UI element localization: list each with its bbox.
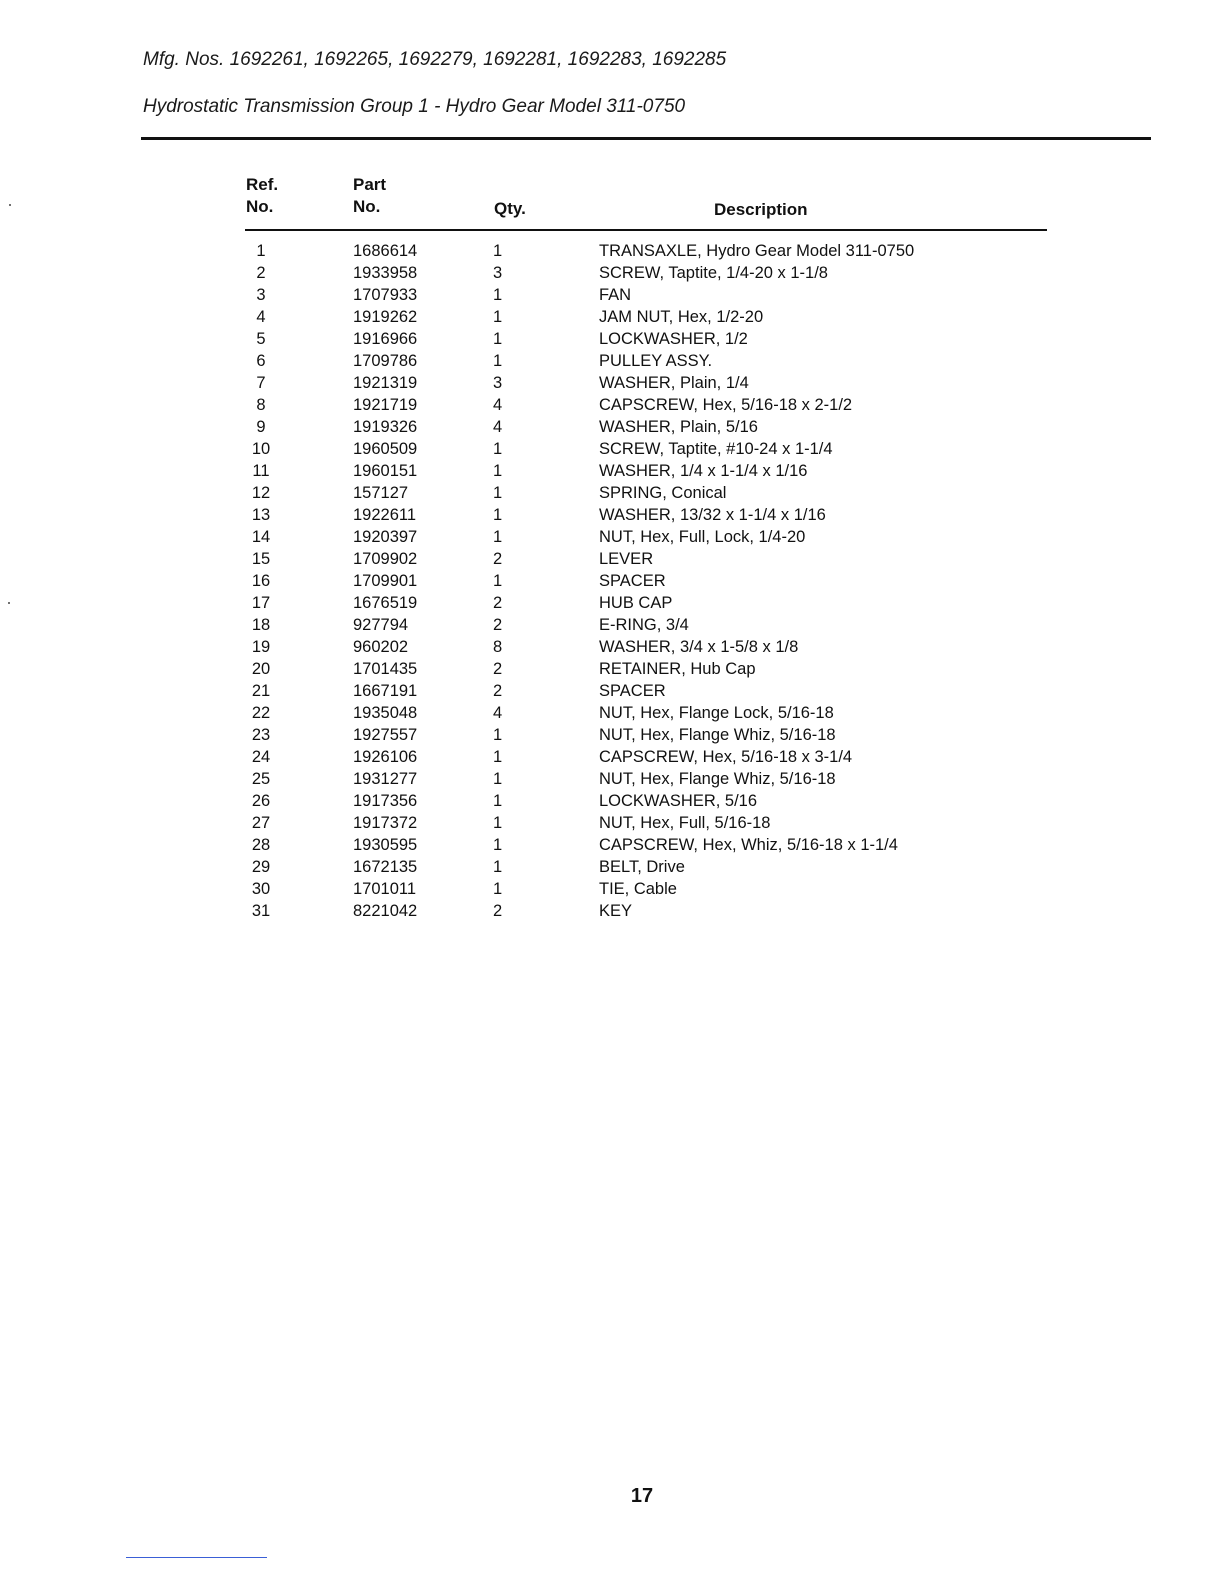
qty-header: Qty. bbox=[494, 199, 526, 218]
table-header-rule bbox=[245, 229, 1047, 231]
ref-no-cell: 31 bbox=[251, 902, 271, 920]
ref-no-cell: 28 bbox=[251, 836, 271, 854]
table-row bbox=[0, 526, 1224, 548]
ref-no-cell: 1 bbox=[256, 242, 266, 260]
description-cell: SPACER bbox=[599, 682, 666, 700]
qty-cell: 1 bbox=[493, 528, 503, 546]
table-row bbox=[0, 790, 1224, 812]
part-no-cell: 1709901 bbox=[353, 572, 418, 590]
part-no-cell: 1672135 bbox=[353, 858, 418, 876]
table-row bbox=[0, 416, 1224, 438]
qty-cell: 2 bbox=[493, 616, 503, 634]
qty-cell: 1 bbox=[493, 440, 503, 458]
qty-cell: 1 bbox=[493, 880, 503, 898]
description-cell: TIE, Cable bbox=[599, 880, 677, 898]
qty-cell: 1 bbox=[493, 286, 503, 304]
parts-table-body bbox=[0, 240, 1224, 922]
part-no-cell: 1916966 bbox=[353, 330, 418, 348]
table-row bbox=[0, 372, 1224, 394]
table-row bbox=[0, 724, 1224, 746]
ref-no-cell: 18 bbox=[251, 616, 271, 634]
description-cell: NUT, Hex, Full, 5/16-18 bbox=[599, 814, 771, 832]
description-cell: HUB CAP bbox=[599, 594, 673, 612]
description-cell: SCREW, Taptite, #10-24 x 1-1/4 bbox=[599, 440, 833, 458]
description-cell: FAN bbox=[599, 286, 632, 304]
ref-no-cell: 27 bbox=[251, 814, 271, 832]
description-cell: KEY bbox=[599, 902, 633, 920]
ref-no-cell: 29 bbox=[251, 858, 271, 876]
description-cell: E-RING, 3/4 bbox=[599, 616, 689, 634]
description-cell: TRANSAXLE, Hydro Gear Model 311-0750 bbox=[599, 242, 915, 260]
ref-no-cell: 3 bbox=[256, 286, 266, 304]
ref-no-cell: 21 bbox=[251, 682, 271, 700]
qty-cell: 2 bbox=[493, 550, 503, 568]
part-no-header bbox=[353, 174, 386, 218]
ref-header-top: Ref. bbox=[246, 175, 279, 194]
ref-no-cell: 24 bbox=[251, 748, 271, 766]
qty-cell: 1 bbox=[493, 814, 503, 832]
ref-no-header bbox=[246, 174, 278, 218]
description-cell: SPRING, Conical bbox=[599, 484, 727, 502]
ref-no-cell: 13 bbox=[251, 506, 271, 524]
ref-no-cell: 19 bbox=[251, 638, 271, 656]
description-cell: LOCKWASHER, 1/2 bbox=[599, 330, 748, 348]
ref-no-cell: 25 bbox=[251, 770, 271, 788]
ref-no-cell: 17 bbox=[251, 594, 271, 612]
table-row bbox=[0, 834, 1224, 856]
table-row bbox=[0, 746, 1224, 768]
description-cell: WASHER, Plain, 1/4 bbox=[599, 374, 749, 392]
description-cell: LOCKWASHER, 5/16 bbox=[599, 792, 758, 810]
part-no-cell: 1917356 bbox=[353, 792, 418, 810]
part-header-bottom: No. bbox=[353, 197, 381, 216]
qty-cell: 2 bbox=[493, 902, 503, 920]
description-header: Description bbox=[714, 200, 808, 219]
qty-cell: 1 bbox=[493, 726, 503, 744]
part-no-cell: 1919326 bbox=[353, 418, 418, 436]
part-no-cell: 1701011 bbox=[353, 880, 417, 898]
qty-cell: 1 bbox=[493, 572, 503, 590]
description-cell: CAPSCREW, Hex, Whiz, 5/16-18 x 1-1/4 bbox=[599, 836, 898, 854]
part-no-cell: 1686614 bbox=[353, 242, 418, 260]
header-rule bbox=[141, 137, 1151, 140]
part-no-cell: 157127 bbox=[353, 484, 409, 502]
qty-cell: 1 bbox=[493, 352, 503, 370]
table-row bbox=[0, 636, 1224, 658]
ref-no-cell: 8 bbox=[256, 396, 266, 414]
table-row bbox=[0, 262, 1224, 284]
mfg-numbers-line: Mfg. Nos. 1692261, 1692265, 1692279, 1692281, 1692283, 1692285 bbox=[143, 49, 727, 70]
table-row bbox=[0, 900, 1224, 922]
part-no-cell: 1709786 bbox=[353, 352, 418, 370]
part-no-cell: 1921319 bbox=[353, 374, 418, 392]
table-row bbox=[0, 878, 1224, 900]
scan-speck bbox=[8, 602, 10, 604]
ref-no-cell: 16 bbox=[251, 572, 271, 590]
part-no-cell: 1709902 bbox=[353, 550, 418, 568]
part-no-cell: 1960509 bbox=[353, 440, 418, 458]
description-cell: WASHER, 3/4 x 1-5/8 x 1/8 bbox=[599, 638, 799, 656]
part-no-cell: 1931277 bbox=[353, 770, 418, 788]
group-title: Hydrostatic Transmission Group 1 - Hydro Gear Model 311-0750 bbox=[143, 96, 686, 117]
description-cell: LEVER bbox=[599, 550, 654, 568]
description-cell: WASHER, Plain, 5/16 bbox=[599, 418, 758, 436]
part-no-cell: 1667191 bbox=[353, 682, 418, 700]
qty-cell: 1 bbox=[493, 506, 503, 524]
ref-no-cell: 7 bbox=[256, 374, 266, 392]
qty-cell: 1 bbox=[493, 748, 503, 766]
description-cell: NUT, Hex, Flange Whiz, 5/16-18 bbox=[599, 726, 836, 744]
table-row bbox=[0, 328, 1224, 350]
ref-no-cell: 5 bbox=[256, 330, 266, 348]
table-row bbox=[0, 504, 1224, 526]
ref-header-bottom: No. bbox=[246, 197, 274, 216]
description-cell: JAM NUT, Hex, 1/2-20 bbox=[599, 308, 764, 326]
table-row bbox=[0, 350, 1224, 372]
table-row bbox=[0, 284, 1224, 306]
ref-no-cell: 12 bbox=[251, 484, 271, 502]
scan-speck bbox=[9, 204, 11, 206]
part-no-cell: 1926106 bbox=[353, 748, 418, 766]
table-row bbox=[0, 460, 1224, 482]
part-no-cell: 1933958 bbox=[353, 264, 418, 282]
qty-cell: 2 bbox=[493, 682, 503, 700]
table-row bbox=[0, 306, 1224, 328]
ref-no-cell: 4 bbox=[256, 308, 266, 326]
description-cell: WASHER, 1/4 x 1-1/4 x 1/16 bbox=[599, 462, 808, 480]
table-row bbox=[0, 548, 1224, 570]
table-row bbox=[0, 702, 1224, 724]
table-row bbox=[0, 680, 1224, 702]
qty-cell: 4 bbox=[493, 396, 503, 414]
qty-cell: 3 bbox=[493, 264, 503, 282]
part-no-cell: 1920397 bbox=[353, 528, 418, 546]
table-row bbox=[0, 438, 1224, 460]
qty-cell: 4 bbox=[493, 704, 503, 722]
ref-no-cell: 26 bbox=[251, 792, 271, 810]
description-cell: NUT, Hex, Flange Whiz, 5/16-18 bbox=[599, 770, 836, 788]
description-cell: SCREW, Taptite, 1/4-20 x 1-1/8 bbox=[599, 264, 828, 282]
qty-cell: 2 bbox=[493, 594, 503, 612]
table-row bbox=[0, 658, 1224, 680]
qty-cell: 1 bbox=[493, 792, 503, 810]
part-no-cell: 1960151 bbox=[353, 462, 418, 480]
part-no-cell: 1930595 bbox=[353, 836, 418, 854]
description-cell: PULLEY ASSY. bbox=[599, 352, 713, 370]
table-row bbox=[0, 592, 1224, 614]
description-cell: CAPSCREW, Hex, 5/16-18 x 3-1/4 bbox=[599, 748, 853, 766]
part-no-cell: 1921719 bbox=[353, 396, 418, 414]
qty-cell: 1 bbox=[493, 462, 503, 480]
qty-cell: 2 bbox=[493, 660, 503, 678]
ref-no-cell: 9 bbox=[256, 418, 266, 436]
part-no-cell: 1676519 bbox=[353, 594, 418, 612]
part-no-cell: 1919262 bbox=[353, 308, 418, 326]
qty-cell: 1 bbox=[493, 770, 503, 788]
ref-no-cell: 10 bbox=[251, 440, 271, 458]
footer-link-line bbox=[126, 1557, 267, 1558]
part-no-cell: 1701435 bbox=[353, 660, 418, 678]
description-cell: WASHER, 13/32 x 1-1/4 x 1/16 bbox=[599, 506, 826, 524]
part-no-cell: 1707933 bbox=[353, 286, 418, 304]
qty-cell: 1 bbox=[493, 242, 503, 260]
description-cell: NUT, Hex, Full, Lock, 1/4-20 bbox=[599, 528, 806, 546]
part-no-cell: 1927557 bbox=[353, 726, 418, 744]
table-row bbox=[0, 240, 1224, 262]
ref-no-cell: 23 bbox=[251, 726, 271, 744]
part-no-cell: 927794 bbox=[353, 616, 409, 634]
part-no-cell: 1922611 bbox=[353, 506, 417, 524]
description-cell: NUT, Hex, Flange Lock, 5/16-18 bbox=[599, 704, 834, 722]
ref-no-cell: 2 bbox=[256, 264, 266, 282]
qty-cell: 4 bbox=[493, 418, 503, 436]
ref-no-cell: 15 bbox=[251, 550, 271, 568]
qty-cell: 1 bbox=[493, 858, 503, 876]
ref-no-cell: 22 bbox=[251, 704, 271, 722]
description-cell: RETAINER, Hub Cap bbox=[599, 660, 756, 678]
table-row bbox=[0, 856, 1224, 878]
table-row bbox=[0, 394, 1224, 416]
table-row bbox=[0, 812, 1224, 834]
part-no-cell: 960202 bbox=[353, 638, 409, 656]
table-row bbox=[0, 614, 1224, 636]
ref-no-cell: 14 bbox=[251, 528, 271, 546]
table-row bbox=[0, 482, 1224, 504]
qty-cell: 1 bbox=[493, 330, 503, 348]
ref-no-cell: 30 bbox=[251, 880, 271, 898]
part-header-top: Part bbox=[353, 175, 387, 194]
qty-cell: 8 bbox=[493, 638, 503, 656]
ref-no-cell: 6 bbox=[256, 352, 266, 370]
qty-cell: 1 bbox=[493, 484, 503, 502]
description-cell: CAPSCREW, Hex, 5/16-18 x 2-1/2 bbox=[599, 396, 853, 414]
ref-no-cell: 20 bbox=[251, 660, 271, 678]
qty-cell: 1 bbox=[493, 308, 503, 326]
part-no-cell: 1935048 bbox=[353, 704, 418, 722]
part-no-cell: 8221042 bbox=[353, 902, 418, 920]
page-number: 17 bbox=[630, 1485, 654, 1507]
qty-cell: 3 bbox=[493, 374, 503, 392]
description-cell: BELT, Drive bbox=[599, 858, 685, 876]
table-row bbox=[0, 570, 1224, 592]
part-no-cell: 1917372 bbox=[353, 814, 418, 832]
ref-no-cell: 11 bbox=[252, 462, 270, 480]
qty-cell: 1 bbox=[493, 836, 503, 854]
description-cell: SPACER bbox=[599, 572, 666, 590]
table-row bbox=[0, 768, 1224, 790]
